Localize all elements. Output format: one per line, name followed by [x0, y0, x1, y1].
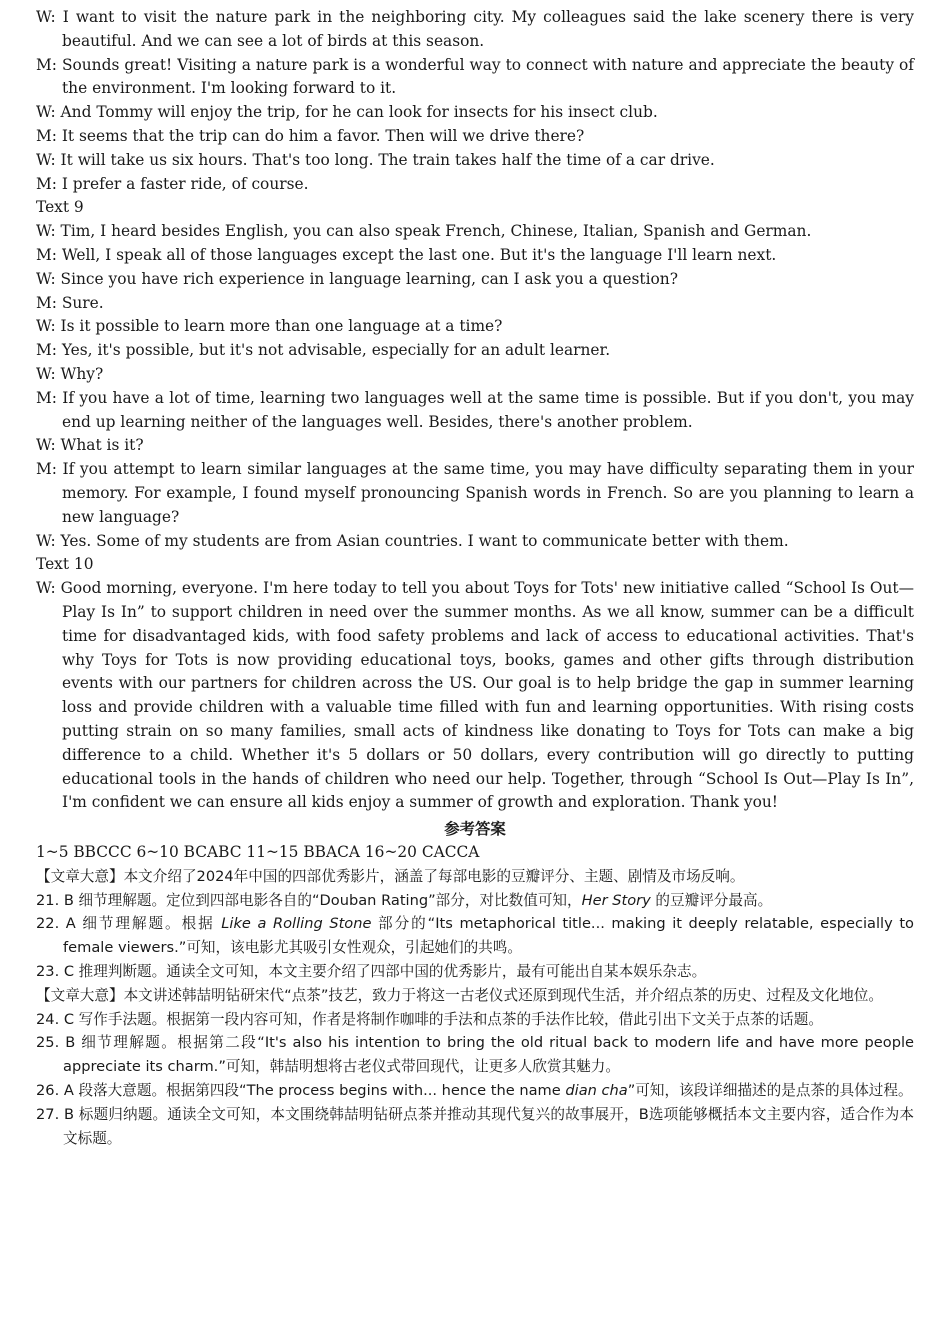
transcript-line: W: And Tommy will enjoy the trip, for he can look for insects for his insect club.	[36, 103, 658, 122]
transcript-line: M: If you have a lot of time, learning two languages well at the same time is possible. But if you don't, you may end up learning neither of the languages well. Besides, there's another problem.	[36, 388, 914, 431]
transcript-line: M: Sure.	[36, 293, 104, 312]
transcript-line: W: Tim, I heard besides English, you can also speak French, Chinese, Italian, Spanish and German.	[36, 222, 812, 241]
transcript-line: M: I prefer a faster ride, of course.	[36, 174, 309, 193]
answer-explanation-26: 26. A 段落大意题。根据第四段“The process begins with... hence the name dian cha”可知，该段详细描述的是点茶的具体过程。	[36, 1082, 913, 1100]
answer-explanation-24: 24. C 写作手法题。根据第一段内容可知，作者是将制作咖啡的手法和点茶的手法作比较，借此引出下文关于点茶的话题。	[36, 1010, 823, 1028]
answer-explanation-22: 22. A 细节理解题。根据 Like a Rolling Stone 部分的“Its metaphorical title... making it deeply relatable, especially to female viewers.”可知，该电影尤其吸引女性观众，引起她们的共鸣。	[36, 915, 914, 957]
transcript-line: M: It seems that the trip can do him a favor. Then will we drive there?	[36, 126, 585, 145]
answer-explanation-27: 27. B 标题归纳题。通读全文可知，本文围绕韩喆明钻研点茶并推动其现代复兴的故事展开，B选项能够概括本文主要内容，适合作为本文标题。	[36, 1105, 914, 1147]
section-label-text-9: Text 9	[36, 198, 84, 217]
answer-explanation-23: 23. C 推理判断题。通读全文可知，本文主要介绍了四部中国的优秀影片，最有可能出自某本娱乐杂志。	[36, 963, 707, 981]
transcript-line: W: Good morning, everyone. I'm here today to tell you about Toys for Tots' new initiative called “School Is Out—Play Is In” to support children in need over the summer months. As we all know, summer can be a difficult time for disadvantaged kids, with food safety problems and lack of access to educational activities. That's why Toys for Tots is now providing educational toys, books, games and other gifts through distribution events with our partners for children across the US. Our goal is to help bridge the gap in summer learning loss and provide children with a valuable time filled with fun and learning opportunities. With rising costs putting strain on so many families, small acts of kindness like donating to Toys for Tots can make a big difference to a child. Whether it's 5 dollars or 50 dollars, every contribution will go directly to putting educational tools in the hands of children who need our help. Together, through “School Is Out—Play Is In”, I'm confident we can ensure all kids enjoy a summer of growth and exploration. Thank you!	[36, 579, 914, 812]
transcript-line: W: I want to visit the nature park in the neighboring city. My colleagues said the lake scenery there is very beautiful. And we can see a lot of birds at this season.	[36, 8, 914, 50]
transcript-line: M: Well, I speak all of those languages except the last one. But it's the language I'll learn next.	[36, 245, 777, 264]
section-label-text-10: Text 10	[36, 555, 94, 574]
transcript-line: W: Yes. Some of my students are from Asian countries. I want to communicate better with them.	[36, 531, 789, 550]
transcript-line: M: Yes, it's possible, but it's not advisable, especially for an adult learner.	[36, 341, 611, 360]
transcript-line: M: Sounds great! Visiting a nature park is a wonderful way to connect with nature and appreciate the beauty of the environment. I'm looking forward to it.	[36, 55, 914, 98]
transcript-line: M: If you attempt to learn similar languages at the same time, you may have difficulty separating them in your memory. For example, I found myself pronouncing Spanish words in French. So are you planning to learn a new language?	[36, 460, 914, 526]
answer-explanation-25: 25. B 细节理解题。根据第二段“It's also his intention to bring the old ritual back to modern life and have more people appreciate its charm.”可知，韩喆明想将古老仪式带回现代，让更多人欣赏其魅力。	[36, 1034, 914, 1076]
transcript-line: W: What is it?	[36, 436, 144, 455]
document-page	[36, 8, 914, 1150]
transcript-line: W: Is it possible to learn more than one language at a time?	[36, 317, 503, 336]
transcript-line: W: Why?	[36, 364, 104, 383]
transcript-line: W: It will take us six hours. That's too long. The train takes half the time of a car drive.	[36, 150, 715, 169]
transcript-line: W: Since you have rich experience in language learning, can I ask you a question?	[36, 269, 678, 288]
answer-explanation-21: 21. B 细节理解题。定位到四部电影各自的“Douban Rating”部分，对比数值可知，Her Story 的豆瓣评分最高。	[36, 891, 773, 909]
passage-summary: 【文章大意】本文讲述韩喆明钻研宋代“点茶”技艺，致力于将这一古老仪式还原到现代生活，并介绍点茶的历史、过程及文化地位。	[36, 986, 883, 1004]
answer-key-heading: 参考答案	[444, 820, 506, 839]
quick-answers: 1~5 BBCCC 6~10 BCABC 11~15 BBACA 16~20 CACCA	[36, 843, 480, 862]
passage-summary: 【文章大意】本文介绍了2024年中国的四部优秀影片，涵盖了每部电影的豆瓣评分、主题、剧情及市场反响。	[36, 867, 745, 885]
